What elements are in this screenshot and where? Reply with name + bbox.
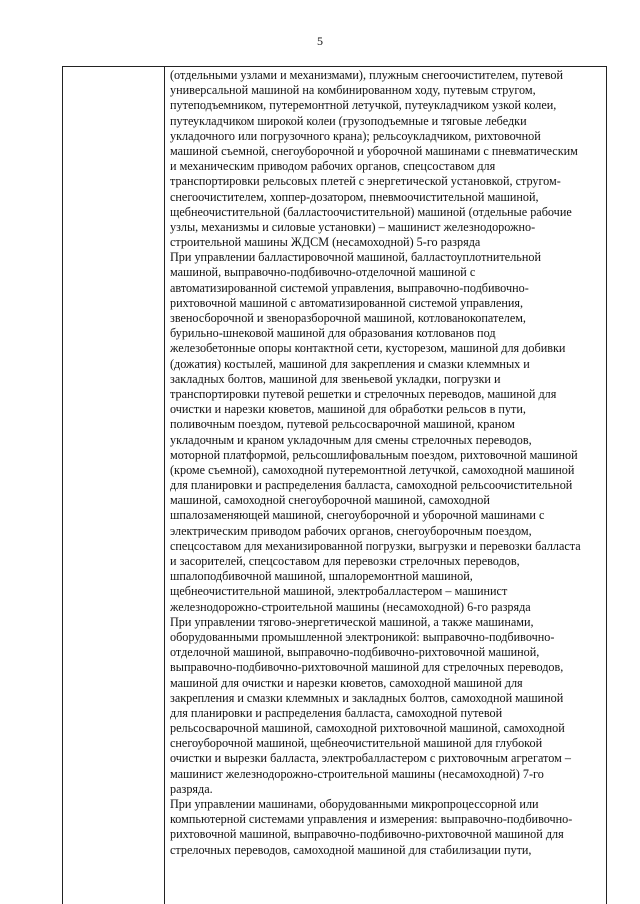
- content-line: компьютерной системами управления и измерения: выправочно-подбивочно-: [170, 812, 573, 827]
- content-line: щебнеочистительной машиной, электробалластером – машинист: [170, 584, 508, 599]
- content-line: машинист железнодорожно-строительной машины (несамоходной) 7-го: [170, 766, 544, 781]
- content-line: закладных болтов, машиной для звеньевой укладки, погрузки и: [170, 371, 501, 386]
- content-line: и засорителей, спецсоставом для перевозки стрелочных переводов,: [170, 554, 520, 568]
- content-line: моторной платформой, рельсошлифовальным поездом, рихтовочной машиной: [170, 447, 578, 462]
- content-line: снегоуборочной машиной, щебнеочистительной машиной для глубокой: [170, 736, 543, 751]
- content-line: укладочного или погрузочного крана); рельсоукладчиком, рихтовочной: [170, 128, 541, 143]
- content-line: поливочным поездом, путевой рельсосварочной машиной, краном: [170, 417, 515, 432]
- content-line: выправочно-подбивочно-рихтовочной машиной для стрелочных переводов,: [170, 660, 564, 675]
- content-line: (отдельными узлами и механизмами), плужным снегоочистителем, путевой: [170, 68, 563, 82]
- content-line: строительной машины ЖДСМ (несамоходной) 5-го разряда: [170, 235, 481, 250]
- content-line: щебнеочистительной (балластоочистительной) машиной (отдельные рабочие: [170, 204, 572, 219]
- content-line: рельсосварочной машиной, самоходной рихтовочной машиной, самоходной: [170, 721, 565, 736]
- content-line: железнодорожно-строительной машины (несамоходной) 6-го разряда: [170, 599, 531, 614]
- content-line: стрелочных переводов, самоходной машиной для стабилизации пути,: [170, 842, 532, 857]
- content-line: укладочным и краном укладочным для смены стрелочных переводов,: [170, 432, 532, 447]
- content-line: бурильно-шнековой машиной для образования котлованов под: [170, 326, 496, 341]
- content-line: спецсоставом для механизированной погрузки, выгрузки и перевозки балласта: [170, 538, 581, 553]
- content-line: шпалоподбивочной машиной, шпалоремонтной машиной,: [170, 569, 473, 584]
- content-line: машиной съемной, снегоуборочной и уборочной машинами с пневматическим: [170, 143, 578, 158]
- content-line: звеносборочной и звеноразборочной машиной, котлованокопателем,: [170, 311, 526, 325]
- content-line: При управлении балластировочной машиной, балластоуплотнительной: [170, 250, 541, 265]
- content-line: При управлении тягово-энергетической машиной, а также машинами,: [170, 614, 534, 629]
- content-line: рихтовочной машиной, выправочно-подбивочно-рихтовочной машиной для: [170, 827, 564, 842]
- content-line: разряда.: [170, 781, 213, 796]
- content-line: шпалозаменяющей машиной, снегоуборочной и уборочной машинами с: [170, 508, 545, 523]
- content-line: для планировки и распределения балласта, самоходной путевой: [170, 705, 503, 720]
- content-line: оборудованными промышленной электроникой: выправочно-подбивочно-: [170, 629, 555, 644]
- content-line: машиной для очистки и нарезки кюветов, самоходной машиной для: [170, 675, 523, 690]
- content-line: (кроме съемной), самоходной путеремонтной летучкой, самоходной машиной: [170, 462, 575, 477]
- content-line: очистки и нарезки кюветов, машиной для обработки рельсов в пути,: [170, 402, 526, 417]
- content-line: универсальной машиной на комбинированном ходу, путевым стругом,: [170, 83, 536, 98]
- table-left-column: [63, 67, 165, 904]
- table-right-column: [170, 68, 603, 858]
- content-line: машиной, самоходной снегоуборочной машиной, самоходной: [170, 493, 490, 508]
- content-line: очистки и вырезки балласта, электробалластером с рихтовочным агрегатом –: [170, 751, 571, 766]
- content-line: закрепления и смазки клеммных и закладных болтов, самоходной машиной: [170, 690, 564, 705]
- content-line: электрическим приводом рабочих органов, снегоуборочным поездом,: [170, 523, 532, 538]
- content-line: При управлении машинами, оборудованными микропроцессорной или: [170, 797, 539, 811]
- content-line: транспортировки рельсовых плетей с энергетической установкой, стругом-: [170, 174, 561, 189]
- content-line: и механическим приводом рабочих органов, спецсоставом для: [170, 159, 496, 174]
- content-line: машиной, выправочно-подбивочно-отделочной машиной с: [170, 265, 476, 280]
- content-line: отделочной машиной, выправочно-подбивочно-рихтовочной машиной,: [170, 645, 540, 660]
- page-number: 5: [317, 34, 323, 48]
- content-line: узлы, механизмы и силовые установки) – машинист железнодорожно-: [170, 219, 536, 234]
- content-line: для планировки и распределения балласта, самоходной рельсоочистительной: [170, 478, 573, 493]
- content-line: снегоочистителем, хоппер-дозатором, пневмоочистительной машиной,: [170, 189, 539, 204]
- content-line: путеукладчиком широкой колеи (грузоподъемные и тяговые лебедки: [170, 113, 527, 128]
- content-line: рихтовочной машиной с автоматизированной системой управления,: [170, 295, 524, 310]
- document-table: [62, 66, 607, 904]
- content-line: путеподъемником, путеремонтной летучкой, путеукладчиком узкой колеи,: [170, 98, 557, 113]
- content-line: транспортировки путевой решетки и стрелочных переводов, машиной для: [170, 386, 557, 401]
- content-line: (дожатия) костылей, машиной для закрепления и смазки клеммных и: [170, 356, 530, 371]
- content-line: железобетонные опоры контактной сети, кусторезом, машиной для добивки: [170, 341, 566, 356]
- content-line: автоматизированной системой управления, выправочно-подбивочно-: [170, 280, 529, 295]
